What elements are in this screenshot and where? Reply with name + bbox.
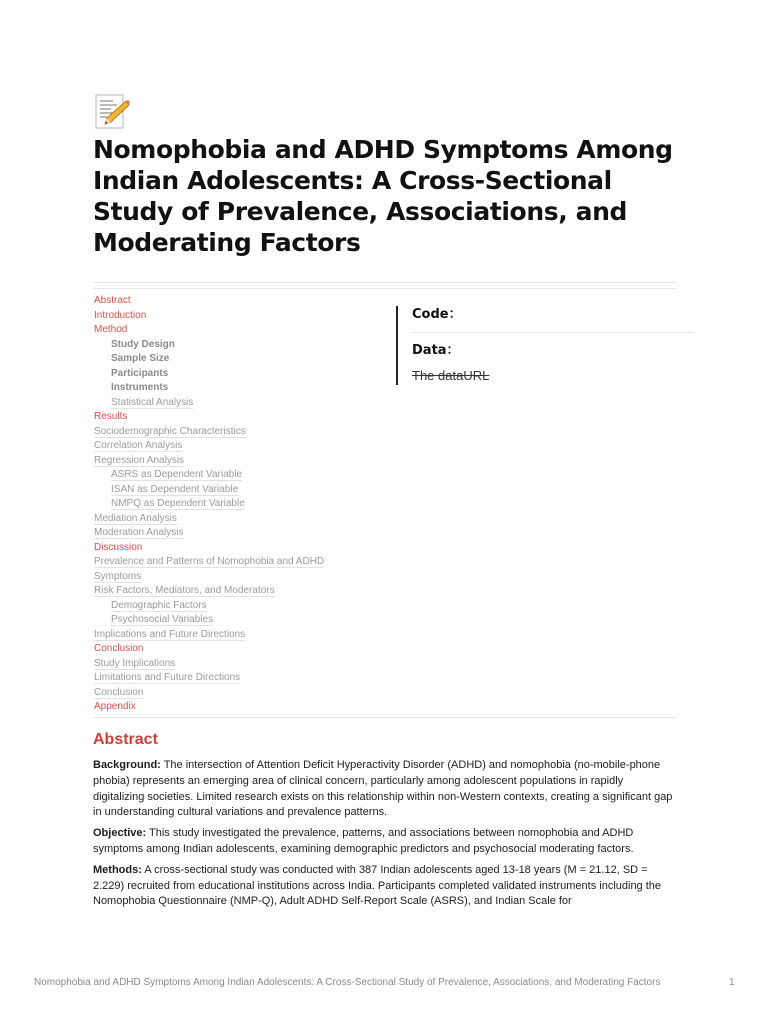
toc-item-label: Sociodemographic Characteristics	[94, 425, 246, 437]
divider	[93, 717, 676, 718]
background-text: The intersection of Attention Deficit Hyperactivity Disorder (ADHD) and nomophobia (no-mobile-phone phobia) represents an emerging area of clinical concern, particularly among adolescent populations in rapidly digitalizing societies. Limited research exists on this relationship within non-Western contexts, creating a significant gap in understanding cultural variations and prevalence patterns.	[93, 759, 673, 819]
toc-item[interactable]	[94, 410, 374, 425]
toc-item[interactable]	[94, 526, 374, 541]
toc-item[interactable]	[94, 599, 374, 614]
code-data-callout	[396, 306, 694, 385]
toc-item[interactable]	[94, 483, 374, 498]
toc-item[interactable]	[94, 512, 374, 527]
table-of-contents	[94, 294, 374, 715]
toc-item[interactable]	[94, 628, 374, 643]
toc-item-label: Demographic Factors	[111, 599, 207, 611]
toc-item-label: Regression Analysis	[94, 454, 185, 466]
toc-item[interactable]	[94, 686, 374, 701]
toc-item[interactable]	[94, 584, 374, 599]
background-label: Background:	[93, 759, 161, 771]
toc-item[interactable]	[94, 657, 374, 672]
methods-label: Methods:	[93, 863, 142, 876]
toc-item-label: Abstract	[94, 295, 131, 306]
toc-item-label: Mediation Analysis	[94, 512, 177, 524]
objective-label: Objective:	[93, 827, 147, 840]
toc-item-label: Participants	[111, 367, 169, 379]
toc-item[interactable]	[94, 497, 374, 512]
toc-item[interactable]	[94, 425, 374, 440]
code-label: Code：	[412, 307, 462, 322]
toc-item[interactable]	[94, 338, 374, 353]
toc-item-label: Study Design	[111, 338, 175, 350]
divider	[93, 288, 676, 289]
toc-item[interactable]	[94, 352, 374, 367]
abstract-body	[93, 758, 676, 915]
divider	[412, 332, 694, 333]
toc-item-label: Correlation Analysis	[94, 440, 183, 451]
divider	[93, 282, 676, 283]
toc-item[interactable]	[94, 541, 374, 556]
toc-item[interactable]	[94, 396, 374, 411]
toc-item-label: Introduction	[94, 309, 147, 321]
page-footer: Nomophobia and ADHD Symptoms Among Indian Adolescents: A Cross-Sectional Study of Prevalence, Associations, and Moderating Factors	[34, 977, 661, 988]
toc-item[interactable]	[94, 367, 374, 382]
toc-item-label: Moderation Analysis	[94, 527, 184, 538]
toc-item-label: Method	[94, 324, 128, 335]
toc-item[interactable]	[94, 700, 374, 715]
toc-item-label: Risk Factors, Mediators, and Moderators	[94, 585, 275, 596]
toc-item[interactable]	[94, 381, 374, 396]
memo-pencil-icon	[93, 93, 131, 131]
document-title: Nomophobia and ADHD Symptoms Among Indian Adolescents: A Cross-Sectional Study of Prevalence, Associations, and Moderating Factors	[93, 135, 673, 257]
toc-item-label: Implications and Future Directions	[94, 628, 246, 640]
objective-text: This study investigated the prevalence, patterns, and associations between nomophobia and ADHD symptoms among Indian adolescents, examining demographic predictors and psychosocial moderating factors.	[93, 827, 634, 855]
toc-item-label: Prevalence and Patterns of Nomophobia and ADHD Symptoms	[94, 556, 325, 582]
toc-item[interactable]	[94, 642, 374, 657]
abstract-heading: Abstract	[93, 731, 158, 748]
data-label: Data：	[412, 343, 460, 358]
toc-item[interactable]	[94, 454, 374, 469]
methods-text: A cross-sectional study was conducted with 387 Indian adolescents aged 13-18 years (M = 21.12, SD = 2.229) recruited from educational institutions across India. Participants completed validated instruments including the Nomophobia Questionnaire (NMP-Q), Adult ADHD Self-Report Scale (ASRS), and Indian Scale for	[93, 863, 662, 908]
toc-item-label: Appendix	[94, 701, 136, 712]
abstract-background	[93, 758, 676, 821]
toc-item-label: Discussion	[94, 541, 143, 553]
toc-item-label: Sample Size	[111, 353, 170, 364]
toc-item-label: Conclusion	[94, 686, 144, 698]
data-url-link[interactable]: The dataURL	[412, 368, 490, 383]
toc-item[interactable]	[94, 309, 374, 324]
toc-item-label: Instruments	[111, 382, 169, 393]
toc-item-label: ASRS as Dependent Variable	[111, 469, 243, 480]
toc-item[interactable]	[94, 323, 374, 338]
toc-item-label: Limitations and Future Directions	[94, 672, 241, 683]
toc-item[interactable]	[94, 555, 374, 584]
abstract-methods	[93, 863, 676, 910]
toc-item-label: ISAN as Dependent Variable	[111, 483, 239, 495]
toc-item[interactable]	[94, 468, 374, 483]
toc-item[interactable]	[94, 671, 374, 686]
toc-item-label: Statistical Analysis	[111, 396, 194, 408]
page-number: 1	[729, 977, 735, 988]
toc-item[interactable]	[94, 439, 374, 454]
toc-item-label: NMPQ as Dependent Variable	[111, 498, 245, 509]
toc-item-label: Study Implications	[94, 657, 176, 669]
abstract-objective	[93, 826, 676, 858]
toc-item-label: Conclusion	[94, 643, 144, 654]
toc-item[interactable]	[94, 294, 374, 309]
toc-item[interactable]	[94, 613, 374, 628]
toc-item-label: Psychosocial Variables	[111, 614, 214, 625]
toc-item-label: Results	[94, 411, 128, 422]
